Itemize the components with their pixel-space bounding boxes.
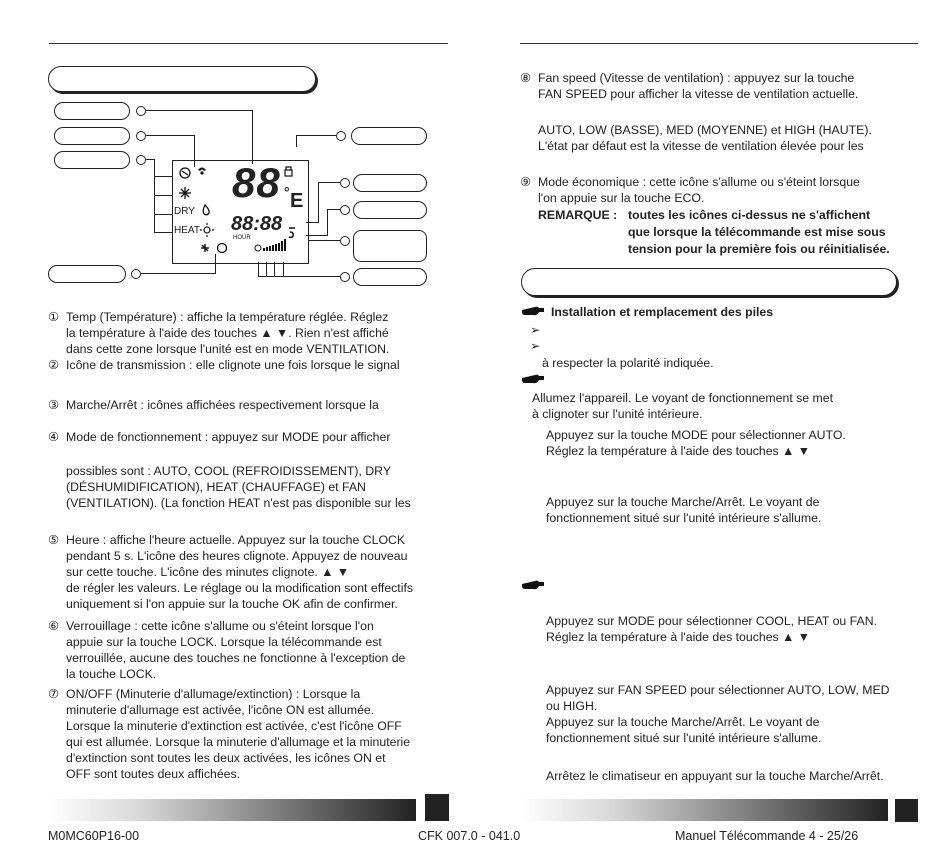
section-header-pill-left xyxy=(48,66,316,92)
text-line: Réglez la température à l'aide des touches ▲ ▼ xyxy=(546,630,810,644)
callout-pill-7 xyxy=(353,201,427,219)
text-line: Mode économique : cette icône s'allume ou s'éteint lorsque xyxy=(538,175,860,189)
item-text-line: (DÉSHUMIDIFICATION), HEAT (CHAUFFAGE) et FAN xyxy=(66,480,366,494)
section-header-pill-right xyxy=(521,268,897,296)
lcd-dry-label: DRY xyxy=(174,206,195,217)
connector-line xyxy=(146,110,252,111)
callout-pill-8 xyxy=(353,230,427,262)
hand-pointer-icon xyxy=(521,578,545,596)
connector-dot xyxy=(136,131,146,141)
footer-gradient-bar-left xyxy=(48,799,416,821)
footer-gradient-bar-right xyxy=(520,799,888,821)
connector-dot xyxy=(340,272,350,282)
item-text-line: (VENTILATION). (La fonction HEAT n'est pas disponible sur les xyxy=(66,496,411,510)
connector-line xyxy=(154,232,172,233)
connector-line xyxy=(141,273,215,274)
footer-block-left xyxy=(425,794,449,821)
item-text-line: Heure : affiche l'heure actuelle. Appuyez sur la touche CLOCK xyxy=(66,533,406,547)
text-line: tension pour la première fois ou réinitialisée. xyxy=(628,242,890,256)
item-number: ① xyxy=(48,310,60,324)
text-line: Appuyez sur la touche MODE pour sélectionner AUTO. xyxy=(546,428,846,442)
connector-line xyxy=(308,240,340,241)
top-rule-left xyxy=(49,43,448,44)
hand-pointer-icon xyxy=(521,372,545,390)
item-text-line: OFF sont toutes deux affichées. xyxy=(66,767,241,781)
footer-model-range: CFK 007.0 - 041.0 xyxy=(418,829,521,843)
connector-dot xyxy=(136,106,146,116)
item-text-line: Marche/Arrêt : icônes affichées respectivement lorsque la xyxy=(66,398,379,412)
lcd-temp-digits: 88 xyxy=(232,159,281,206)
item-number: ② xyxy=(48,358,60,372)
item-text-line: sur cette touche. L'icône des minutes clignote. ▲ ▼ xyxy=(66,565,350,579)
lcd-e-letter: E xyxy=(290,190,304,212)
connector-line xyxy=(146,159,154,160)
remark-label: REMARQUE : xyxy=(538,208,618,222)
item-text-line: Lorsque la minuterie d'extinction est activée, c'est l'icône OFF xyxy=(66,719,402,733)
text-line: AUTO, LOW (BASSE), MED (MOYENNE) et HIGH (HAUTE). xyxy=(538,123,872,137)
item-text-line: Temp (Température) : affiche la température réglée. Réglez xyxy=(66,310,389,324)
callout-pill-6 xyxy=(353,174,427,192)
item-text-line: qui est allumée. Lorsque la minuterie d'allumage et la minuterie xyxy=(66,735,411,749)
connector-dot xyxy=(131,269,141,279)
connector-line xyxy=(258,276,340,277)
lcd-clock-digits: 88:88 xyxy=(231,213,283,235)
text-line: FAN SPEED pour afficher la vitesse de ventilation actuelle. xyxy=(538,87,859,101)
battery-section-title: Installation et remplacement des piles xyxy=(551,305,774,319)
item-number: ⑨ xyxy=(520,175,532,189)
item-number: ③ xyxy=(48,398,60,412)
connector-line xyxy=(296,135,297,147)
text-line: l'on appuie sur la touche ECO. xyxy=(538,191,705,205)
snowflake-icon xyxy=(179,187,191,199)
connector-line xyxy=(296,135,336,136)
connector-line xyxy=(318,182,319,222)
lcd-deg-unit: ° xyxy=(284,184,290,200)
fan-speed-indicator-icon xyxy=(289,228,295,237)
connector-line xyxy=(318,182,340,183)
text-line: à clignoter sur l'unité intérieure. xyxy=(532,407,703,421)
item-number: ⑥ xyxy=(48,619,60,633)
text-line: Appuyez sur FAN SPEED pour sélectionner AUTO, LOW, MED xyxy=(546,683,890,697)
fan-speed-bars-icon xyxy=(255,239,286,251)
signal-icon xyxy=(198,168,206,175)
item-text-line: Icône de transmission : elle clignote une fois lorsque le signal xyxy=(66,358,400,372)
fan-icon xyxy=(180,168,190,178)
connector-line xyxy=(146,135,194,136)
footer-doc-code: M0MC60P16-00 xyxy=(48,829,140,843)
connector-dot xyxy=(340,236,350,246)
item-text-line: possibles sont : AUTO, COOL (REFROIDISSEMENT), DRY xyxy=(66,464,392,478)
connector-line xyxy=(283,262,284,276)
item-text-line: uniquement si l'on appuie sur la touche OK afin de confirmer. xyxy=(66,597,398,611)
callout-pill-3 xyxy=(54,151,130,169)
footer-block-right xyxy=(895,799,918,822)
callout-pill-4 xyxy=(48,265,126,283)
lock-icon xyxy=(285,167,292,176)
callout-pill-9 xyxy=(353,268,427,286)
item-text-line: de régler les valeurs. Le réglage ou la modification sont effectifs xyxy=(66,581,414,595)
text-line: à respecter la polarité indiquée. xyxy=(542,356,714,370)
item-text-line: Mode de fonctionnement : appuyez sur MODE pour afficher xyxy=(66,430,391,444)
connector-line xyxy=(327,209,340,210)
text-line: Allumez l'appareil. Le voyant de fonctionnement se met xyxy=(532,391,834,405)
connector-dot xyxy=(136,155,146,165)
drop-icon xyxy=(203,205,209,215)
text-line: fonctionnement situé sur l'unité intérieure s'allume. xyxy=(546,731,822,745)
callout-pill-2 xyxy=(54,127,130,145)
item-text-line: appuie sur la touche LOCK. Lorsque la télécommande est xyxy=(66,635,382,649)
item-text-line: dans cette zone lorsque l'unité est en mode VENTILATION. xyxy=(66,342,390,356)
connector-line xyxy=(327,209,328,235)
lcd-hour-label: HOUR xyxy=(233,235,251,241)
text-line: fonctionnement situé sur l'unité intérieure s'allume. xyxy=(546,511,822,525)
arrow-bullet: ➢ xyxy=(530,339,541,353)
eco-face-icon xyxy=(218,244,227,253)
item-text-line: pendant 5 s. L'icône des heures clignote. Appuyez de nouveau xyxy=(66,549,408,563)
item-number: ⑦ xyxy=(48,687,60,701)
top-rule-right xyxy=(520,43,918,44)
footer-page-number: Manuel Télécommande 4 - 25/26 xyxy=(675,829,859,843)
sun-icon xyxy=(200,223,214,237)
arrow-bullet: ➢ xyxy=(530,323,541,337)
item-text-line: verrouillée, aucune des touches ne fonctionne à l'exception de xyxy=(66,651,406,665)
item-text-line: Verrouillage : cette icône s'allume ou s'éteint lorsque l'on xyxy=(66,619,374,633)
text-line: L'état par défaut est la vitesse de ventilation élevée pour les xyxy=(538,139,864,153)
hand-pointer-icon xyxy=(521,304,545,322)
text-line: que lorsque la télécommande est mise sous xyxy=(628,225,886,239)
item-text-line: la température à l'aide des touches ▲ ▼. Rien n'est affiché xyxy=(66,326,389,340)
connector-line xyxy=(252,110,253,164)
item-text-line: minuterie d'allumage est activée, l'icône ON est allumée. xyxy=(66,703,375,717)
lcd-heat-label: HEAT xyxy=(174,225,200,236)
connector-line xyxy=(154,195,172,196)
callout-pill-5 xyxy=(351,127,427,145)
callout-pill-1 xyxy=(54,102,130,120)
item-number: ④ xyxy=(48,430,60,444)
connector-line xyxy=(266,262,267,276)
text-line: Appuyez sur la touche Marche/Arrêt. Le voyant de xyxy=(546,495,820,509)
text-line: Appuyez sur la touche Marche/Arrêt. Le voyant de xyxy=(546,715,820,729)
text-line: Réglez la température à l'aide des touches ▲ ▼ xyxy=(546,444,810,458)
connector-line xyxy=(154,159,155,233)
connector-dot xyxy=(340,178,350,188)
connector-line xyxy=(274,262,275,276)
item-number: ⑤ xyxy=(48,533,60,547)
text-line: Appuyez sur MODE pour sélectionner COOL, HEAT ou FAN. xyxy=(546,614,878,628)
connector-dot xyxy=(340,205,350,215)
text-line: Fan speed (Vitesse de ventilation) : appuyez sur la touche xyxy=(538,71,855,85)
item-number: ⑧ xyxy=(520,71,532,85)
item-text-line: la touche LOCK. xyxy=(66,667,157,681)
item-text-line: d'extinction sont toutes les deux activées, les icônes ON et xyxy=(66,751,386,765)
connector-line xyxy=(258,262,259,276)
fan-mode-icon xyxy=(201,244,209,252)
connector-dot xyxy=(336,131,346,141)
item-text-line: ON/OFF (Minuterie d'allumage/extinction) : Lorsque la xyxy=(66,687,361,701)
text-line: Arrêtez le climatiseur en appuyant sur la touche Marche/Arrêt. xyxy=(546,769,884,783)
text-line: toutes les icônes ci-dessus ne s'affichent xyxy=(628,208,871,222)
connector-line xyxy=(154,214,172,215)
connector-line xyxy=(154,176,172,177)
text-line: ou HIGH. xyxy=(546,699,598,713)
